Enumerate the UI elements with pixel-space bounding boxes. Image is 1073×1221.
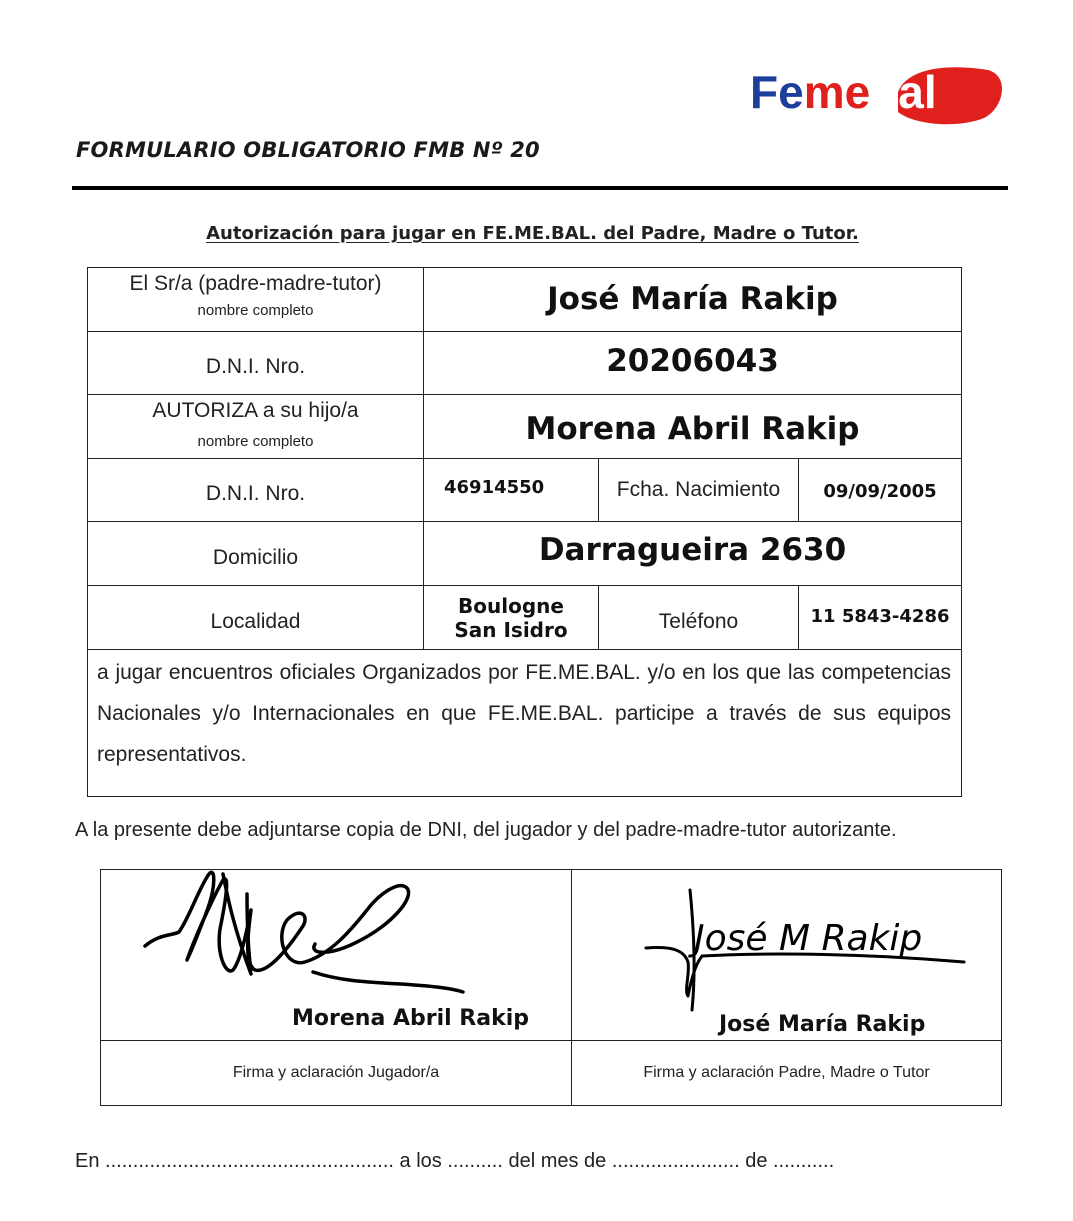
form-subtitle: Autorización para jugar en FE.ME.BAL. del Padre, Madre o Tutor. — [206, 223, 859, 244]
player-signature-caption: Firma y aclaración Jugador/a — [101, 1041, 572, 1106]
address-label: Domicilio — [88, 522, 424, 586]
guardian-signature-name: José María Rakip — [719, 1012, 926, 1037]
phone-label: Teléfono — [599, 586, 799, 650]
locality-line-1: Boulogne — [458, 593, 564, 618]
locality-field[interactable] — [424, 586, 599, 650]
guardian-sublabel: nombre completo — [197, 302, 314, 319]
locality-row — [88, 586, 962, 650]
guardian-handwriting: José M Rakip — [694, 918, 923, 959]
player-signature-box[interactable] — [101, 870, 572, 1041]
child-dni-row — [88, 459, 962, 522]
place-date-line[interactable]: En .................................................... a los .......... del mes de ....................... de ........... — [75, 1150, 835, 1172]
child-sublabel: nombre completo — [197, 433, 314, 450]
birth-date-label: Fcha. Nacimiento — [599, 459, 799, 522]
locality-line-2: San Isidro — [454, 617, 568, 642]
birth-date-field[interactable]: 09/09/2005 — [799, 459, 962, 522]
child-dni-field[interactable]: 46914550 — [424, 459, 599, 522]
locality-label: Localidad — [88, 586, 424, 650]
phone-field[interactable]: 11 5843-4286 — [799, 586, 962, 650]
child-name-row — [88, 395, 962, 459]
guardian-dni-field[interactable]: 20206043 — [424, 332, 962, 395]
title-divider — [72, 186, 1008, 190]
logo-text-me: me — [803, 66, 871, 118]
authorization-form-table — [87, 267, 962, 797]
guardian-dni-row — [88, 332, 962, 395]
child-label: AUTORIZA a su hijo/a — [152, 399, 359, 422]
femebal-logo — [748, 62, 1003, 128]
guardian-label-cell — [88, 268, 424, 332]
form-title: FORMULARIO OBLIGATORIO FMB Nº 20 — [76, 138, 540, 162]
logo-text-bal: bal — [870, 66, 937, 118]
address-row — [88, 522, 962, 586]
guardian-signature-box[interactable] — [572, 870, 1002, 1041]
attachment-note: A la presente debe adjuntarse copia de DNI, del jugador y del padre-madre-tutor autorizante. — [75, 819, 897, 841]
logo-text-fe: Fe — [750, 66, 804, 118]
guardian-dni-label: D.N.I. Nro. — [88, 332, 424, 395]
signature-table — [100, 869, 1002, 1106]
guardian-signature-caption: Firma y aclaración Padre, Madre o Tutor — [572, 1041, 1002, 1106]
child-label-cell — [88, 395, 424, 459]
guardian-label: El Sr/a (padre-madre-tutor) — [129, 272, 382, 295]
authorization-text-row — [88, 650, 962, 797]
address-field[interactable]: Darragueira 2630 — [424, 522, 962, 586]
player-signature-name: Morena Abril Rakip — [292, 1006, 530, 1031]
guardian-name-row — [88, 268, 962, 332]
child-dni-label: D.N.I. Nro. — [88, 459, 424, 522]
svg-text:Femebal — [750, 66, 937, 118]
child-name-field[interactable]: Morena Abril Rakip — [424, 395, 962, 459]
authorization-text: a jugar encuentros oficiales Organizados por FE.ME.BAL. y/o en los que las competencias Nacionales y/o Internacionales en que FE.ME.BAL. participe a través de sus equipos representativos. — [88, 650, 962, 797]
guardian-name-field[interactable]: José María Rakip — [424, 268, 962, 332]
